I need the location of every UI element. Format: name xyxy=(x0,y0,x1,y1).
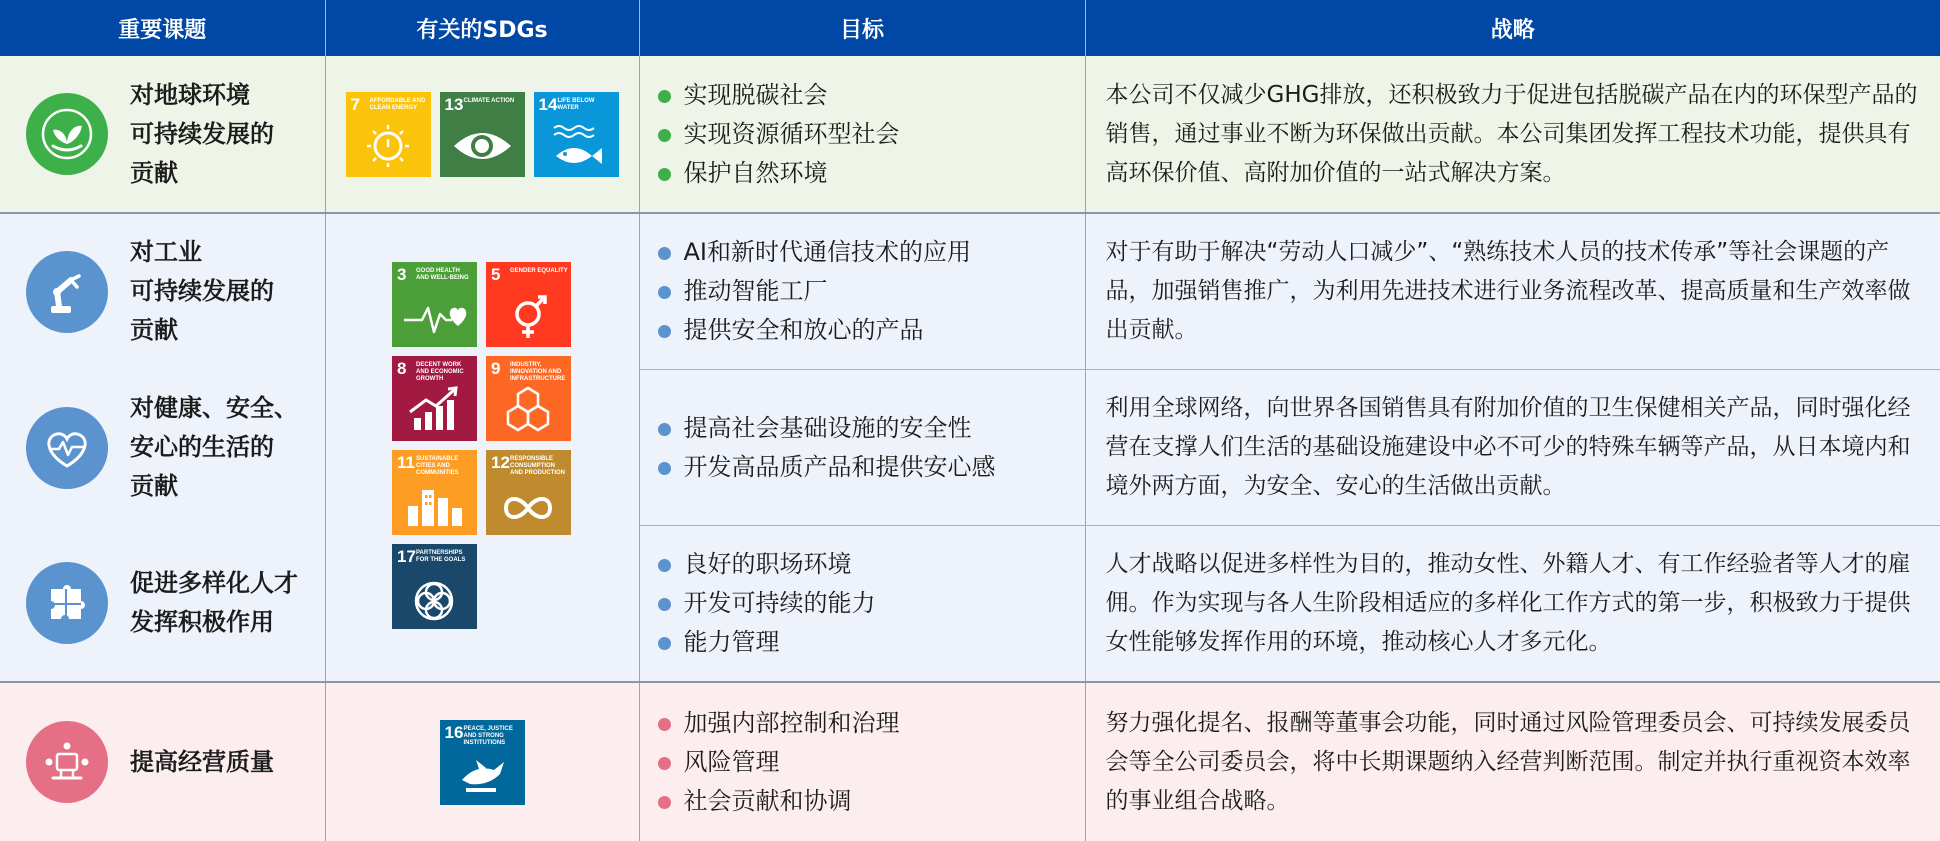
sdg-cell xyxy=(325,56,639,213)
table-row xyxy=(0,682,1940,841)
topic-cell xyxy=(0,56,325,213)
puzzle-people-icon xyxy=(26,562,108,644)
leaf-hands-icon xyxy=(26,93,108,175)
goal-item: 加强内部控制和治理 xyxy=(658,704,1085,743)
strategy-cell: 对于有助于解决“劳动人口减少”、“熟练技术人员的技术传承”等社会课题的产品，加强销售推广，为利用先进技术进行业务流程改革、提高质量和生产效率做出贡献。 xyxy=(1085,213,1940,370)
sdg-cell xyxy=(325,682,639,841)
table-row xyxy=(0,213,1940,370)
topic-cell xyxy=(0,370,325,526)
goal-cell xyxy=(639,213,1085,370)
goal-item: 开发可持续的能力 xyxy=(658,584,1085,623)
sdg-tile-stack xyxy=(392,262,571,629)
goal-cell xyxy=(639,370,1085,526)
robot-arm-icon xyxy=(26,251,108,333)
header-row xyxy=(0,0,1940,56)
topic-label: 促进多样化人才 发挥积极作用 xyxy=(130,569,298,637)
sdg-tile-3: 3 GOOD HEALTH AND WELL-BEING xyxy=(392,262,477,347)
header-strategy: 战略 xyxy=(1085,0,1940,56)
sdg-tile-7: 7 AFFORDABLE AND CLEAN ENERGY xyxy=(346,92,431,177)
goal-item: 提供安全和放心的产品 xyxy=(658,311,1085,350)
sdg-tile-11: 11 SUSTAINABLE CITIES AND COMMUNITIES xyxy=(392,450,477,535)
goal-item: 良好的职场环境 xyxy=(658,545,1085,584)
topic-label: 对健康、安全、 安心的生活的 贡献 xyxy=(130,394,298,500)
goal-cell xyxy=(639,526,1085,683)
strategy-cell: 人才战略以促进多样性为目的，推动女性、外籍人才、有工作经验者等人才的雇佣。作为实现与各人生阶段相适应的多样化工作方式的第一步，积极致力于提供女性能够发挥作用的环境，推动核心人才多元化。 xyxy=(1085,526,1940,683)
sdg-tile-16: 16 PEACE, JUSTICE AND STRONG INSTITUTIONS xyxy=(440,720,525,805)
sdg-tile-14: 14 LIFE BELOW WATER xyxy=(534,92,619,177)
topic-label: 对工业 可持续发展的 贡献 xyxy=(130,238,274,345)
strategy-cell: 本公司不仅减少GHG排放，还积极致力于促进包括脱碳产品在内的环保型产品的销售，通过事业不断为环保做出贡献。本公司集团发挥工程技术功能，提供具有高环保价值、高附加价值的一站式解决方案。 xyxy=(1085,56,1940,213)
sdg-tile-13: 13 CLIMATE ACTION xyxy=(440,92,525,177)
strategy-cell: 利用全球网络，向世界各国销售具有附加价值的卫生保健相关产品，同时强化经营在支撑人们生活的基础设施建设中必不可少的特殊车辆等产品，从日本境内和境外两方面，为安全、安心的生活做出贡献。 xyxy=(1085,370,1940,526)
goal-item: 提高社会基础设施的安全性 xyxy=(658,409,1085,448)
header-topic: 重要课题 xyxy=(0,0,325,56)
goal-cell xyxy=(639,682,1085,841)
goal-item: 推动智能工厂 xyxy=(658,272,1085,311)
header-sdgs: 有关的SDGs xyxy=(325,0,639,56)
strategy-cell: 努力强化提名、报酬等董事会功能，同时通过风险管理委员会、可持续发展委员会等全公司委员会，将中长期课题纳入经营判断范围。制定并执行重视资本效率的事业组合战略。 xyxy=(1085,682,1940,841)
topic-label: 提高经营质量 xyxy=(130,747,274,776)
goal-item: 能力管理 xyxy=(658,623,1085,662)
goal-item: 实现脱碳社会 xyxy=(658,76,1085,115)
topic-cell xyxy=(0,526,325,683)
topic-cell xyxy=(0,682,325,841)
header-goal: 目标 xyxy=(639,0,1085,56)
topic-label: 对地球环境 可持续发展的 贡献 xyxy=(130,80,274,187)
goal-item: 保护自然环境 xyxy=(658,154,1085,193)
sdg-tile-12: 12 RESPONSIBLE CONSUMPTION AND PRODUCTION xyxy=(486,450,571,535)
goal-item: 实现资源循环型社会 xyxy=(658,115,1085,154)
table-row xyxy=(0,370,1940,526)
meeting-table-icon xyxy=(26,721,108,803)
sdg-tile-8: 8 DECENT WORK AND ECONOMIC GROWTH xyxy=(392,356,477,441)
goal-item: 风险管理 xyxy=(658,743,1085,782)
topic-cell xyxy=(0,213,325,370)
sdg-tile-5: 5 GENDER EQUALITY xyxy=(486,262,571,347)
goal-item: 开发高品质产品和提供安心感 xyxy=(658,448,1085,487)
table-row xyxy=(0,56,1940,213)
goal-cell xyxy=(639,56,1085,213)
heart-pulse-icon xyxy=(26,407,108,489)
goal-item: AI和新时代通信技术的应用 xyxy=(658,233,1085,272)
sdg-tile-17: 17 PARTNERSHIPS FOR THE GOALS xyxy=(392,544,477,629)
goal-item: 社会贡献和协调 xyxy=(658,782,1085,821)
table-row xyxy=(0,526,1940,683)
sdg-tile-9: 9 INDUSTRY, INNOVATION AND INFRASTRUCTURE xyxy=(486,356,571,441)
